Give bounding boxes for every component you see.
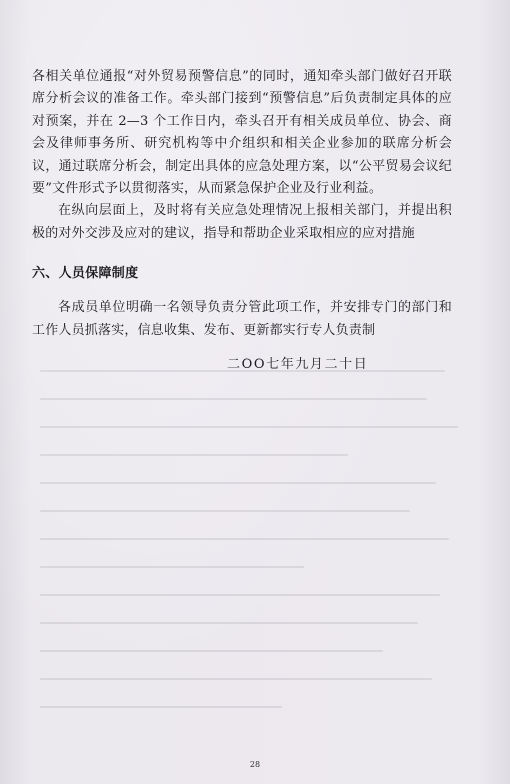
body-paragraph-2: 在纵向层面上，及时将有关应急处理情况上报相关部门，并提出积极的对外交涉及应对的建议，指导和帮助企业采取相应的应对措施 xyxy=(32,203,452,241)
document-body xyxy=(32,66,452,376)
section-heading: 六、人员保障制度 xyxy=(32,266,139,282)
document-date: 二OO七年九月二十日 xyxy=(227,357,369,373)
section-paragraph: 各成员单位明确一名领导负责分管此项工作，并安排专门的部门和工作人员抓落实，信息收集、发布、更新都实行专人负责制 xyxy=(32,300,452,338)
page-number: 28 xyxy=(249,760,261,769)
body-paragraph-1: 各相关单位通报“对外贸易预警信息”的同时，通知牵头部门做好召开联席分析会议的准备工作。牵头部门接到“预警信息”后负责制定具体的应对预案，并在 2—3 个工作日内，牵头召开有相关成员单位、协会、商会及律师事务所、研究机构等中介组织和相关企业参加的联席分析会议，通过联席分析会，制定出具体的应急处理方案，以“公平贸易会议纪要”文件形式予以贯彻落实，从而紧急保护企业及行业利益。 xyxy=(32,69,452,197)
bleed-through-text xyxy=(40,370,480,750)
